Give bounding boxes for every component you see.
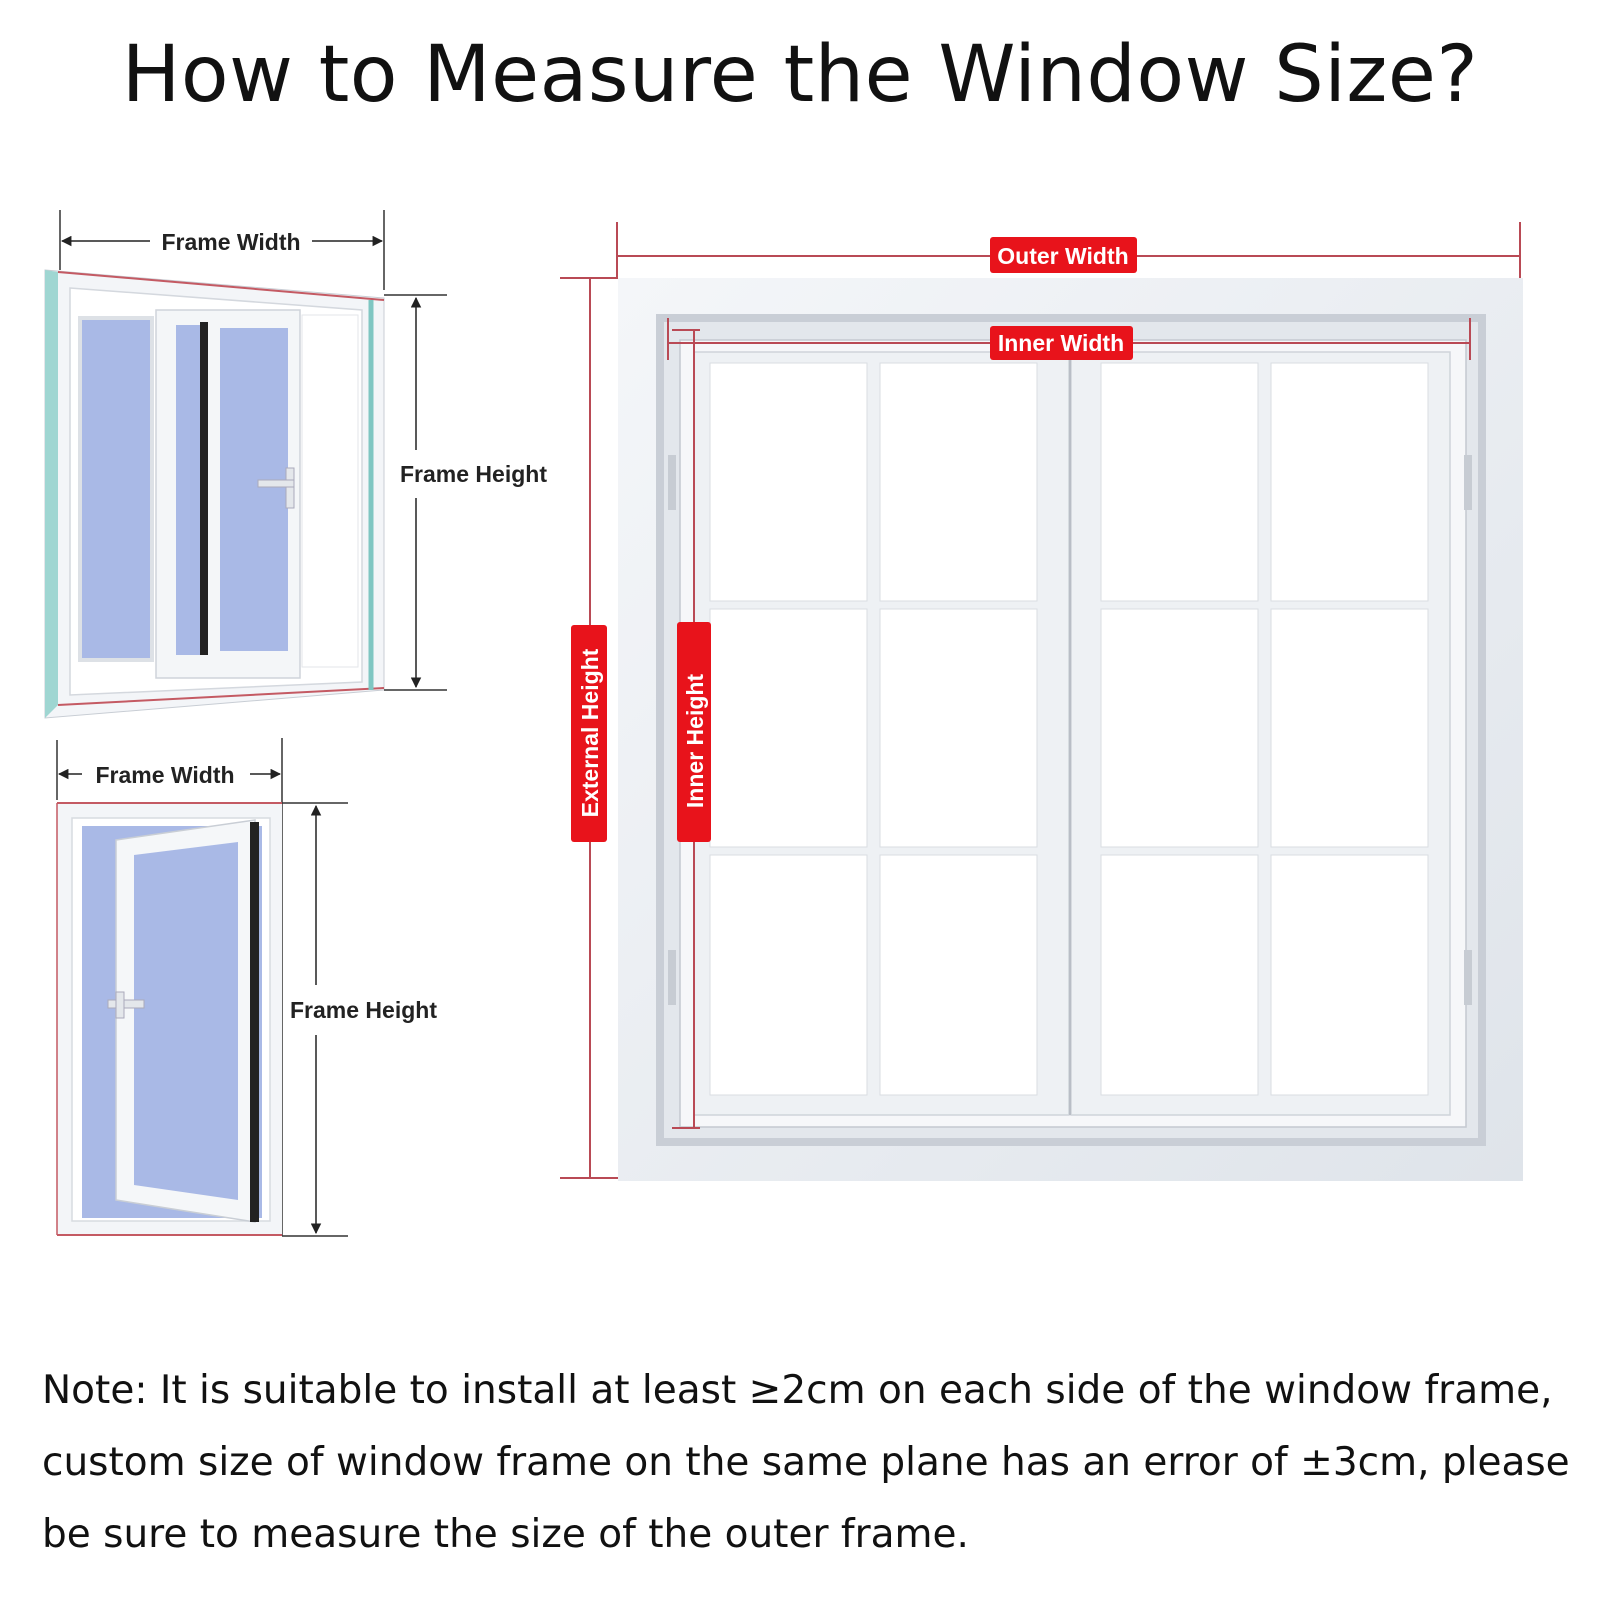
double-window-diagram [560, 222, 1523, 1181]
inner-width-label: Inner Width [997, 330, 1125, 356]
outer-width-label: Outer Width [997, 243, 1129, 269]
measurement-note: Note: It is suitable to install at least ≥2cm on each side of the window frame, custom size of window frame on the same plane has an error of ±3cm, please be sure to measure the size of the outer frame. [42, 1368, 1570, 1557]
sliding-frame-width-label: Frame Width [161, 229, 301, 255]
external-height-label: External Height [577, 648, 603, 818]
casement-frame-width-label: Frame Width [95, 762, 235, 788]
page-title: How to Measure the Window Size? [121, 30, 1479, 120]
casement-window-diagram [57, 738, 437, 1236]
sliding-frame-height-label: Frame Height [400, 461, 547, 487]
inner-height-label: Inner Height [682, 673, 708, 809]
casement-frame-height-label: Frame Height [290, 997, 437, 1023]
sliding-window-diagram [45, 210, 547, 718]
